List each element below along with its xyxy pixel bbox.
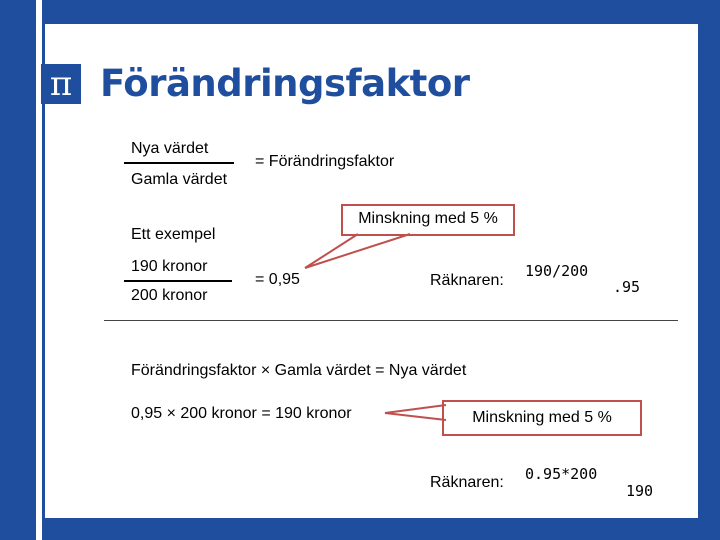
example-result: = 0,95 [255,271,300,288]
formula-calculator-label: Räknaren: [430,474,504,491]
formula-callout: Minskning med 5 % [442,400,642,436]
formula-calculator-input: 0.95*200 [525,465,598,483]
example-calculator-output: .95 [613,278,641,296]
pi-logo-icon: π [41,64,81,104]
example-calculator-input: 190/200 [525,262,589,280]
example-calculator-label: Räknaren: [430,272,504,289]
example-callout-pointer [305,234,410,268]
formula-example: 0,95 × 200 kronor = 190 kronor [131,405,352,422]
example-denominator: 200 kronor [131,287,208,304]
definition-denominator: Gamla värdet [131,171,228,188]
definition-result: = Förändringsfaktor [255,153,395,170]
formula-text: Förändringsfaktor × Gamla värdet = Nya värdet [131,362,467,379]
example-numerator: 190 kronor [131,258,208,275]
definition-numerator: Nya värdet [131,140,209,157]
example-heading: Ett exempel [131,226,216,243]
formula-calculator-output: 190 [626,482,654,500]
example-callout: Minskning med 5 % [341,204,515,236]
slide-title: Förändringsfaktor [100,62,470,105]
formula-callout-pointer [385,405,446,420]
